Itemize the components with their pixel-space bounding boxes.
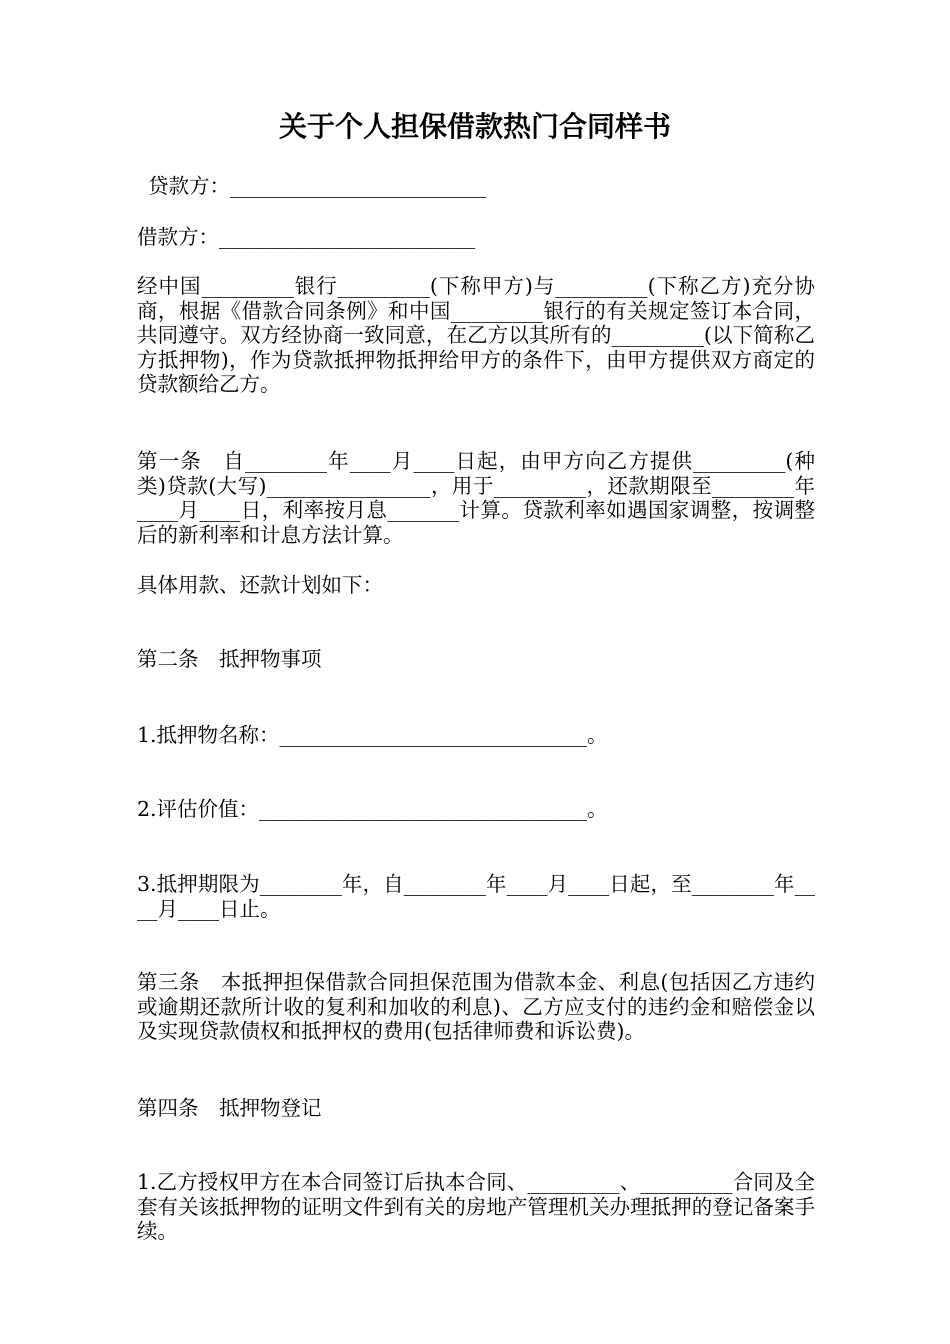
article-2-heading: 第二条 抵押物事项: [137, 647, 322, 671]
registration-item: 1.乙方授权甲方在本合同签订后执本合同、_________、_________合同及全套有关该抵押物的证明文件到有关的房地产管理机关办理抵押的登记备案手续。: [137, 1170, 815, 1243]
lender-line: 贷款方：_________________________: [148, 174, 487, 198]
article-1-paragraph: 第一条 自________年____月____日起，由甲方向乙方提供_________(种类)贷款(大写)________________，用于_________，还款期限至________年____月____日，利率按月息_______计算。贷款利率如遇国家调整，按调整后的新利率和计息方法计算。: [137, 449, 815, 547]
usage-plan-line: 具体用款、还款计划如下：: [137, 573, 383, 597]
article-4-heading: 第四条 抵押物登记: [137, 1096, 322, 1120]
borrower-line: 借款方：_________________________: [137, 225, 476, 249]
collateral-name-item: 1.抵押物名称：______________________________。: [137, 723, 608, 747]
article-3-paragraph: 第三条 本抵押担保借款合同担保范围为借款本金、利息(包括因乙方违约或逾期还款所计收的复利和加收的利息)、乙方应支付的违约金和赔偿金以及实现贷款债权和抵押权的费用(包括律师费和诉讼费)。: [137, 970, 815, 1043]
mortgage-term-item: 3.抵押期限为________年，自________年____月____日起，至________年____月____日止。: [137, 872, 815, 921]
document-title: 关于个人担保借款热门合同样书: [278, 110, 671, 143]
preamble-paragraph: 经中国_________银行_________(下称甲方)与_________(下称乙方)充分协商，根据《借款合同条例》和中国_________银行的有关规定签订本合同，共同遵守。双方经协商一致同意，在乙方以其所有的_________(以下简称乙方抵押物)，作为贷款抵押物抵押给甲方的条件下，由甲方提供双方商定的贷款额给乙方。: [137, 274, 815, 396]
appraised-value-item: 2.评估价值：________________________________。: [137, 797, 608, 821]
